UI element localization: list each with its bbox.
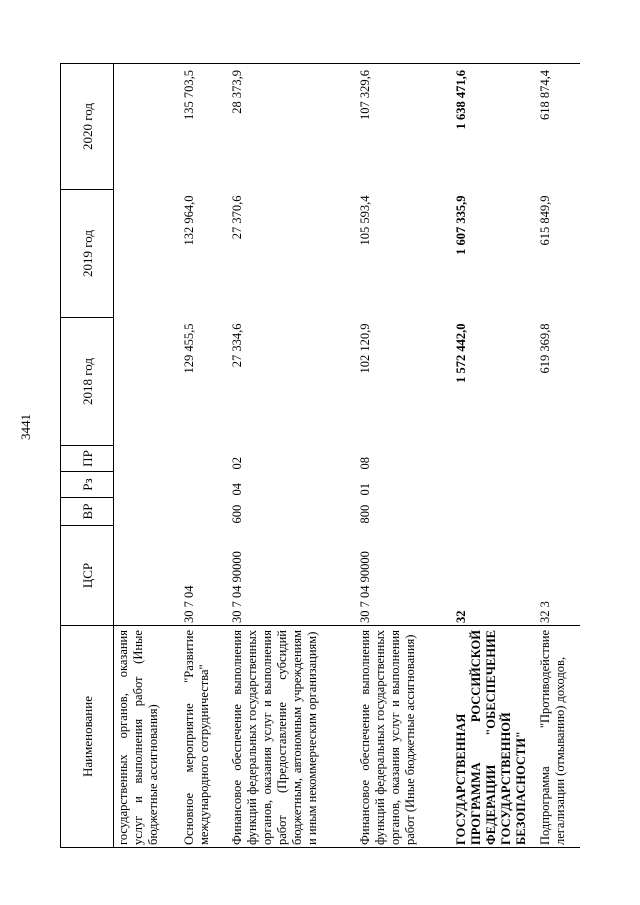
row-2020: 28 373,9: [228, 64, 356, 190]
row-2018: 1 572 442,0: [454, 323, 468, 383]
row-2019: 27 370,6: [230, 195, 244, 240]
row-csr: [114, 526, 181, 626]
row-2018: 27 334,6: [230, 323, 244, 368]
rotated-page-content: [60, 64, 596, 848]
row-2018: 619 369,8: [538, 323, 552, 374]
row-rz: 04: [230, 483, 244, 496]
row-2020: 135 703,5: [180, 64, 228, 190]
row-name: Финансовое обеспечение выполнения функций федеральных государственных органов, оказания услуг и выполнения работ (Предоставление субсидий бюджетным, автономным учреждениям и иным некоммерческим организациям): [228, 626, 356, 848]
row-2019: [114, 190, 181, 318]
row-2019: 615 849,9: [538, 195, 552, 246]
row-name: государственных органов, оказания услуг и выполнения работ (Иные бюджетные ассигнования): [114, 626, 181, 848]
row-name: Основное мероприятие "Развитие международного сотрудничества": [180, 626, 228, 848]
table-row: [452, 64, 536, 848]
table-row: [180, 64, 228, 848]
header-vr: ВР: [61, 498, 114, 526]
row-rz: [452, 472, 536, 498]
row-2018: 102 120,9: [358, 323, 372, 374]
row-pr: 02: [230, 457, 244, 470]
header-pr: ПР: [61, 446, 114, 472]
row-name: Подпрограмма "Противодействие легализации (отмыванию) доходов,: [536, 626, 580, 848]
row-rz: [114, 472, 181, 498]
row-csr: 30 7 04: [182, 585, 196, 623]
row-rz: [180, 472, 228, 498]
header-2020: 2020 год: [61, 64, 114, 190]
header-2018: 2018 год: [61, 318, 114, 446]
header-name: Наименование: [61, 626, 114, 848]
table-row: [356, 64, 452, 848]
row-pr: 08: [358, 457, 372, 470]
table-row: [228, 64, 356, 848]
row-csr: 30 7 04 90000: [358, 551, 372, 623]
row-2020: [114, 64, 181, 190]
row-pr: [536, 446, 580, 472]
row-vr: [114, 498, 181, 526]
row-2019: 1 607 335,9: [454, 195, 468, 255]
row-pr: [452, 446, 536, 472]
header-2019: 2019 год: [61, 190, 114, 318]
row-pr: [114, 446, 181, 472]
row-rz: 01: [358, 483, 372, 496]
row-vr: [180, 498, 228, 526]
table-header-row: [61, 64, 114, 848]
row-2018: [114, 318, 181, 446]
header-rz: Рз: [61, 472, 114, 498]
row-vr: 800: [358, 504, 372, 524]
row-2020: 107 329,6: [356, 64, 452, 190]
row-vr: [452, 498, 536, 526]
row-2019: 132 964,0: [182, 195, 196, 246]
row-pr: [180, 446, 228, 472]
header-csr: ЦСР: [61, 526, 114, 626]
row-name: Финансовое обеспечение выполнения функций федеральных государственных органов, оказания услуг и выполнения работ (Иные бюджетные ассигнования): [356, 626, 452, 848]
row-2020: 618 874,4: [536, 64, 580, 190]
table-row: [536, 64, 580, 848]
row-2020: 1 638 471,6: [452, 64, 536, 190]
table-row: [114, 64, 181, 848]
row-vr: 600: [230, 504, 244, 524]
row-2019: 105 593,4: [358, 195, 372, 246]
row-rz: [536, 472, 580, 498]
row-csr: 32 3: [538, 601, 552, 623]
row-csr: 30 7 04 90000: [230, 551, 244, 623]
row-csr: 32: [454, 610, 468, 623]
budget-table: [60, 63, 580, 848]
row-name: ГОСУДАРСТВЕННАЯ ПРОГРАММА РОССИЙСКОЙ ФЕДЕРАЦИИ "ОБЕСПЕЧЕНИЕ ГОСУДАРСТВЕННОЙ БЕЗОПАСНОСТИ": [452, 626, 536, 848]
row-2018: 129 455,5: [182, 323, 196, 374]
page-number: 3441: [18, 414, 33, 440]
row-vr: [536, 498, 580, 526]
